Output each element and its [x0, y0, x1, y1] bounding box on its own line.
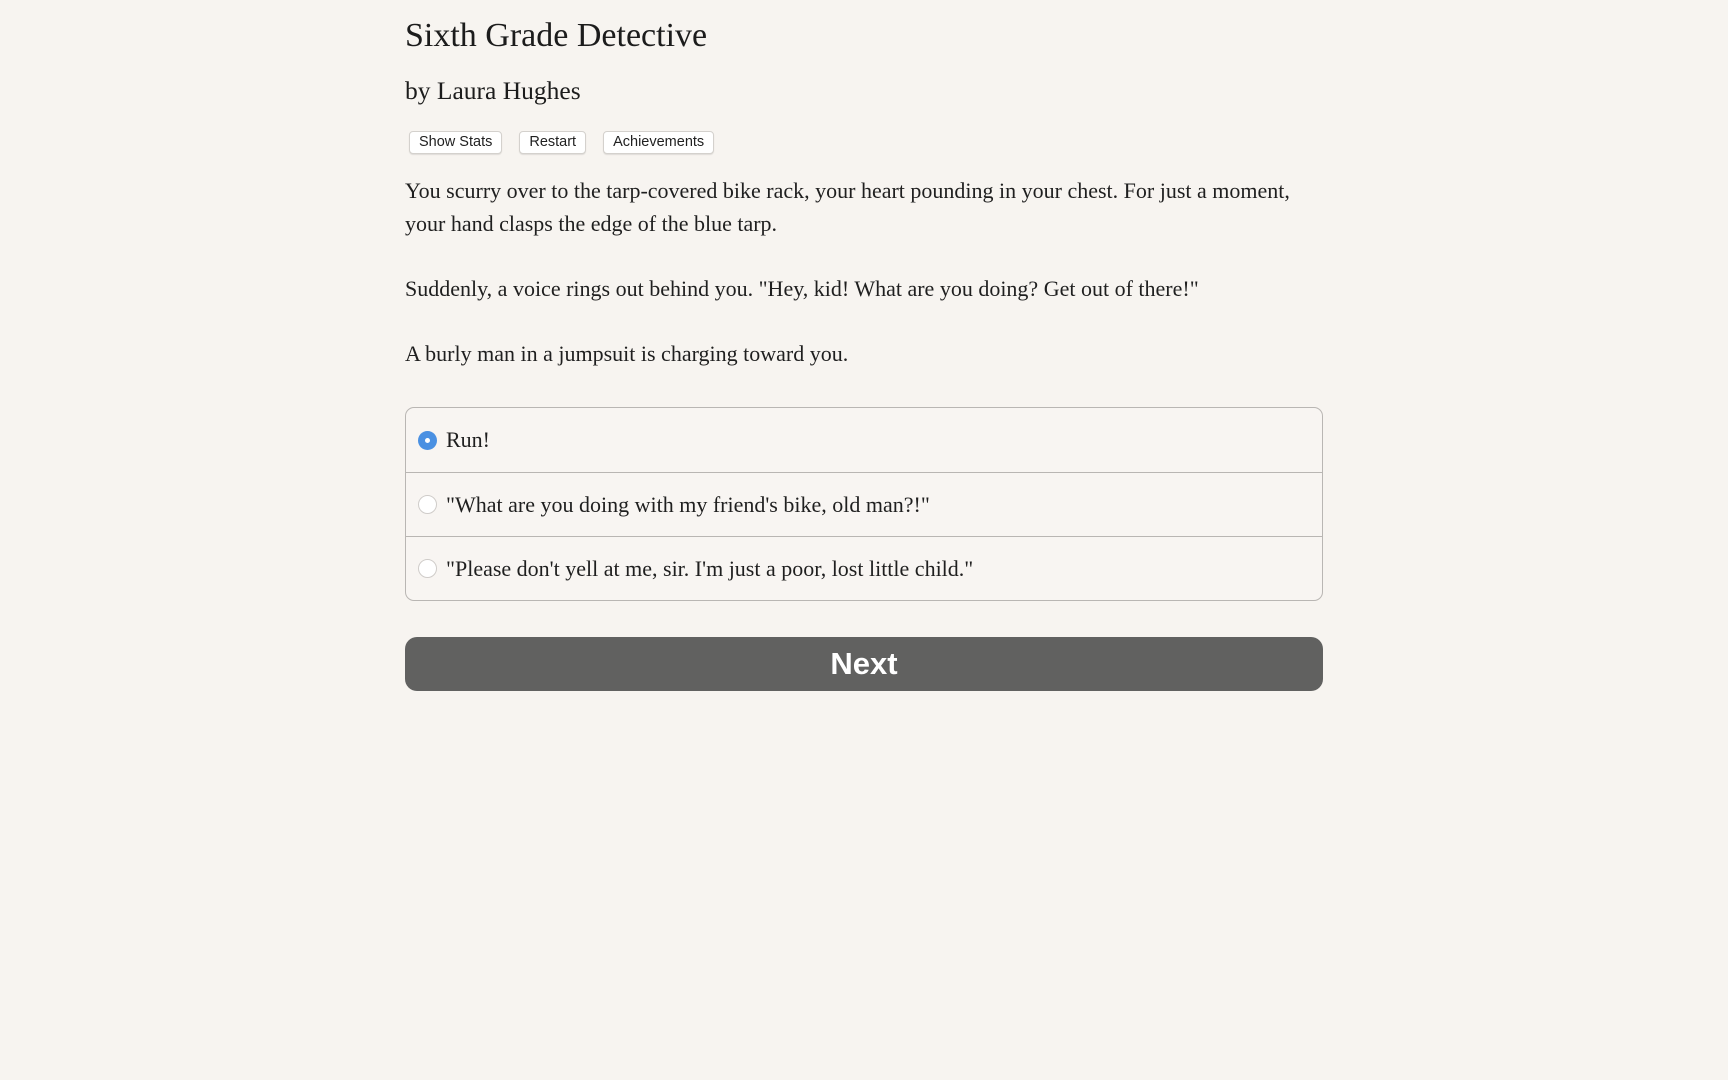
author-byline: by Laura Hughes: [405, 76, 581, 105]
toolbar: [409, 131, 714, 154]
story-paragraph: You scurry over to the tarp-covered bike rack, your heart pounding in your chest. For just a moment, your hand clasps the edge of the blue tarp.: [405, 178, 1290, 236]
game-title: Sixth Grade Detective: [405, 17, 708, 54]
choice-option-plead[interactable]: [406, 536, 1322, 600]
choice-label: "Please don't yell at me, sir. I'm just a poor, lost little child.": [446, 555, 974, 581]
restart-button[interactable]: Restart: [519, 131, 586, 154]
radio-unselected-icon[interactable]: [418, 495, 437, 514]
choice-option-confront[interactable]: [406, 472, 1322, 536]
show-stats-button[interactable]: Show Stats: [409, 131, 502, 154]
story-text: [405, 175, 1323, 403]
achievements-button[interactable]: Achievements: [603, 131, 714, 154]
story-paragraph: A burly man in a jumpsuit is charging toward you.: [405, 340, 849, 366]
choice-list: [405, 407, 1323, 601]
choice-label: Run!: [446, 427, 490, 452]
choice-option-run[interactable]: [406, 408, 1322, 472]
radio-selected-icon[interactable]: [418, 431, 437, 450]
next-button[interactable]: Next: [405, 637, 1323, 691]
story-paragraph: Suddenly, a voice rings out behind you. "Hey, kid! What are you doing? Get out of there!": [405, 275, 1199, 301]
choice-label: "What are you doing with my friend's bike, old man?!": [446, 491, 930, 517]
radio-unselected-icon[interactable]: [418, 559, 437, 578]
